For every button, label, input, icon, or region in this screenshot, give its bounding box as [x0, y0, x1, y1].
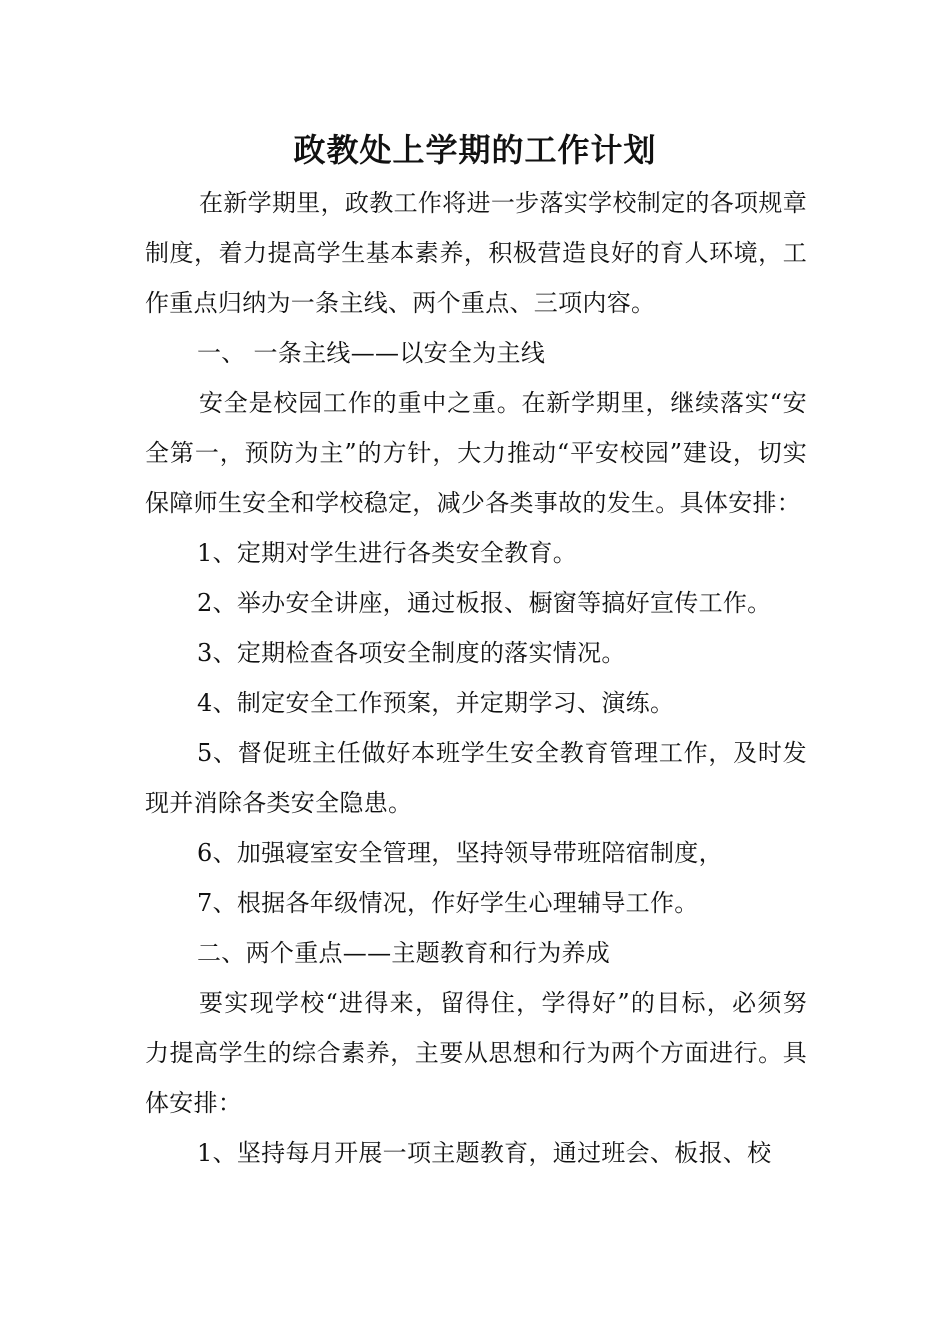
section-2-item-1: 1、坚持每月开展一项主题教育，通过班会、板报、校: [197, 1139, 772, 1167]
intro-paragraph: 在新学期里，政教工作将进一步落实学校制定的各项规章制度，着力提高学生基本素养，积极营造良好的育人环境，工作重点归纳为一条主线、两个重点、三项内容。: [145, 189, 807, 317]
document-body: [145, 178, 807, 1178]
section-1-item-6: 6、加强寝室安全管理，坚持领导带班陪宿制度，: [197, 839, 723, 867]
section-2-paragraph: 要实现学校“进得来，留得住，学得好”的目标，必须努力提高学生的综合素养，主要从思想和行为两个方面进行。具体安排：: [145, 989, 807, 1117]
section-1-item-5: 5、督促班主任做好本班学生安全教育管理工作，及时发现并消除各类安全隐患。: [145, 739, 807, 817]
section-1-item-7: 7、根据各年级情况，作好学生心理辅导工作。: [197, 889, 699, 917]
section-1-item-1: 1、定期对学生进行各类安全教育。: [197, 539, 578, 567]
section-1-item-4: 4、制定安全工作预案，并定期学习、演练。: [197, 689, 675, 717]
document-title: 政教处上学期的工作计划: [293, 131, 657, 169]
section-1-item-2: 2、举办安全讲座，通过板报、橱窗等搞好宣传工作。: [197, 589, 772, 617]
section-heading-2: 二、两个重点——主题教育和行为养成: [197, 939, 611, 967]
section-1-paragraph: 安全是校园工作的重中之重。在新学期里，继续落实“安全第一，预防为主”的方针，大力推动“平安校园”建设，切实保障师生安全和学校稳定，减少各类事故的发生。具体安排：: [145, 389, 807, 517]
section-1-item-3: 3、定期检查各项安全制度的落实情况。: [197, 639, 626, 667]
section-heading-1: 一、 一条主线——以安全为主线: [197, 339, 546, 367]
